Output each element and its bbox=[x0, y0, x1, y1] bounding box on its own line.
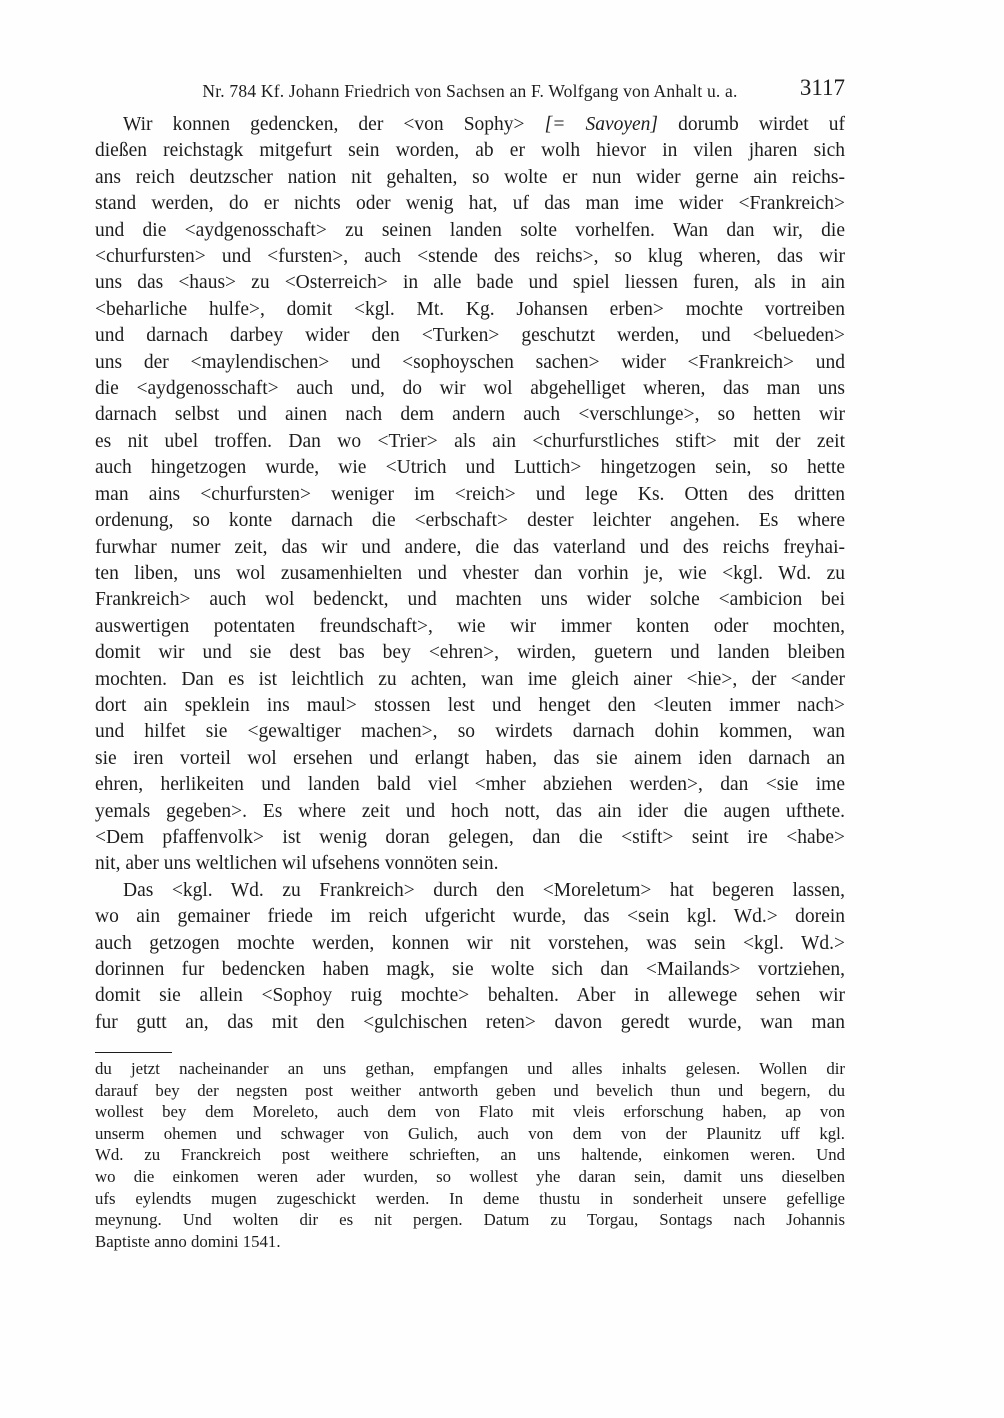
text-line: und hilfet sie <gewaltiger machen>, so wirdets darnach dohin kommen, wan bbox=[95, 721, 845, 743]
text-line: yemals gegeben>. Es where zeit und hoch nott, das ain ider die augen ufthete. bbox=[95, 800, 845, 822]
running-head-title: Nr. 784 Kf. Johann Friedrich von Sachsen an F. Wolfgang von Anhalt u. a. bbox=[202, 81, 738, 101]
text-line: man ains <churfursten> weniger im <reich> und lege Ks. Otten des dritten bbox=[95, 483, 845, 505]
text-line: Das <kgl. Wd. zu Frankreich> durch den <Moreletum> hat begeren lassen, bbox=[123, 879, 845, 901]
text-line: ordenung, so konte darnach die <erbschaft> dester leichter angehen. Es where bbox=[95, 510, 845, 532]
text-segment: dorumb wirdet uf bbox=[658, 114, 845, 135]
text-line: <Dem pfaffenvolk> ist wenig doran gelegen, dan die <stift> seint ire <habe> bbox=[95, 826, 845, 848]
text-line: fur gutt an, das mit den <gulchischen reten> davon geredt wurde, wan man bbox=[95, 1011, 845, 1033]
text-line: wo die einkomen weren ader wurden, so wollest yhe daran sein, damit uns dieselben bbox=[95, 1166, 845, 1186]
text-line: domit sie allein <Sophoy ruig mochte> behalten. Aber in allewege sehen wir bbox=[95, 985, 845, 1007]
text-line: und die <aydgenosschaft> zu seinen landen solte vorhelfen. Wan dan wir, die bbox=[95, 219, 845, 241]
paragraph-1 bbox=[95, 112, 845, 878]
text-line: auch hingetzogen wurde, wie <Utrich und Luttich> hingetzogen sein, so hette bbox=[95, 457, 845, 479]
text-segment: Wir konnen gedencken, der <von Sophy> bbox=[123, 114, 545, 135]
text-line: und darnach darbey wider den <Turken> geschutzt werden, und <belueden> bbox=[95, 325, 845, 347]
footnote-text bbox=[95, 1058, 845, 1252]
text-line: <churfursten> und <fursten>, auch <stende des reichs>, so klug wheren, das wir bbox=[95, 246, 845, 268]
page-number: 3117 bbox=[799, 75, 845, 100]
text-line: unserm ohemen und schwager von Gulich, auch von dem von der Plaunitz uff kgl. bbox=[95, 1123, 845, 1143]
page-header bbox=[95, 75, 845, 106]
text-line: mochten. Dan es ist leichtlich zu achten, wan ime gleich ainer <hie>, der <ander bbox=[95, 668, 845, 690]
text-line bbox=[95, 112, 845, 138]
text-line: uns der <maylendischen> und <sophoyschen sachen> wider <Frankreich> und bbox=[95, 351, 845, 373]
text-line: dort ain speklein ins maul> stossen lest und henget den <leuten immer nach> bbox=[95, 694, 845, 716]
text-line: dießen reichstagk mitgefurt sein worden, ab er wolh hievor in vilen jharen sich bbox=[95, 140, 845, 162]
text-line: uns das <haus> zu <Osterreich> in alle bade und spiel liessen furen, als in ain bbox=[95, 272, 845, 294]
text-line: <beharliche hulfe>, domit <kgl. Mt. Kg. Johansen erben> mochte vortreiben bbox=[95, 298, 845, 320]
text-line: du jetzt nacheinander an uns gethan, empfangen und alles inhalts gelesen. Wollen dir bbox=[95, 1059, 845, 1078]
text-line: furwhar numer zeit, das wir und andere, die das vaterland und des reichs freyhai- bbox=[95, 536, 845, 558]
text-line: meynung. Und wolten dir es nit pergen. Datum zu Torgau, Sontags nach Johannis bbox=[95, 1210, 845, 1230]
text-line: auch getzogen mochte werden, konnen wir nit vorstehen, was sein <kgl. Wd.> bbox=[95, 932, 845, 954]
text-line: ans reich deutzscher nation nit gehalten, so wolte er nun wider gerne ain reichs- bbox=[95, 166, 845, 188]
text-line: Frankreich> auch wol bedenckt, und machten uns wider solche <ambicion bei bbox=[95, 589, 845, 611]
editorial-gloss-italic: [= Savoyen] bbox=[544, 114, 659, 135]
text-line: wollest bey dem Moreleto, auch dem von Flato mit vleis erforschung haben, ap von bbox=[95, 1102, 845, 1122]
text-line: Baptiste anno domini 1541. bbox=[95, 1231, 281, 1251]
text-line: ehren, herlikeiten und landen bald viel <mher abziehen werden>, dan <sie ime bbox=[95, 774, 845, 796]
text-line: auswertigen potentaten freundschaft>, wie wir immer konten oder mochten, bbox=[95, 615, 845, 637]
text-line: dorinnen fur bedencken haben magk, sie wolte sich dan <Mailands> vortziehen, bbox=[95, 959, 845, 980]
text-line: ten liben, uns wol zusamenhielten und vhester dan vorhin je, wie <kgl. Wd. zu bbox=[95, 562, 845, 584]
text-line: es nit ubel troffen. Dan wo <Trier> als ain <churfurstliches stift> mit der zeit bbox=[95, 430, 845, 452]
text-line: nit, aber uns weltlichen wil ufsehens vonnöten sein. bbox=[95, 853, 499, 875]
text-line: Wd. zu Franckreich post weithere schrieften, an uns haltende, einkomen weren. Und bbox=[95, 1145, 845, 1165]
text-line: die <aydgenosschaft> auch und, do wir wol abgehelliget wheren, das man uns bbox=[95, 378, 845, 400]
text-line: domit wir und sie dest bas bey <ehren>, wirden, guetern und landen bleiben bbox=[95, 642, 845, 664]
text-line: sie iren vorteil wol ersehen und erlangt haben, das sie ainem iden darnach an bbox=[95, 747, 845, 769]
text-line: darauf bey der negsten post weither antworth geben und bevelich thun und begern, du bbox=[95, 1080, 845, 1100]
text-line: wo ain gemainer friede im reich ufgericht wurde, das <sein kgl. Wd.> dorein bbox=[95, 906, 845, 928]
text-line: darnach selbst und ainen nach dem andern auch <verschlunge>, so hetten wir bbox=[95, 404, 845, 426]
paragraph-2 bbox=[95, 878, 845, 1036]
text-line: stand werden, do er nichts oder wenig hat, uf das man ime wider <Frankreich> bbox=[95, 193, 845, 215]
letter-body-text bbox=[95, 112, 845, 1036]
text-line: ufs eylendts mugen zugeschickt werden. In deme thustu in sonderheit unsere gefellige bbox=[95, 1188, 845, 1208]
footnote-separator-rule bbox=[95, 1052, 172, 1053]
